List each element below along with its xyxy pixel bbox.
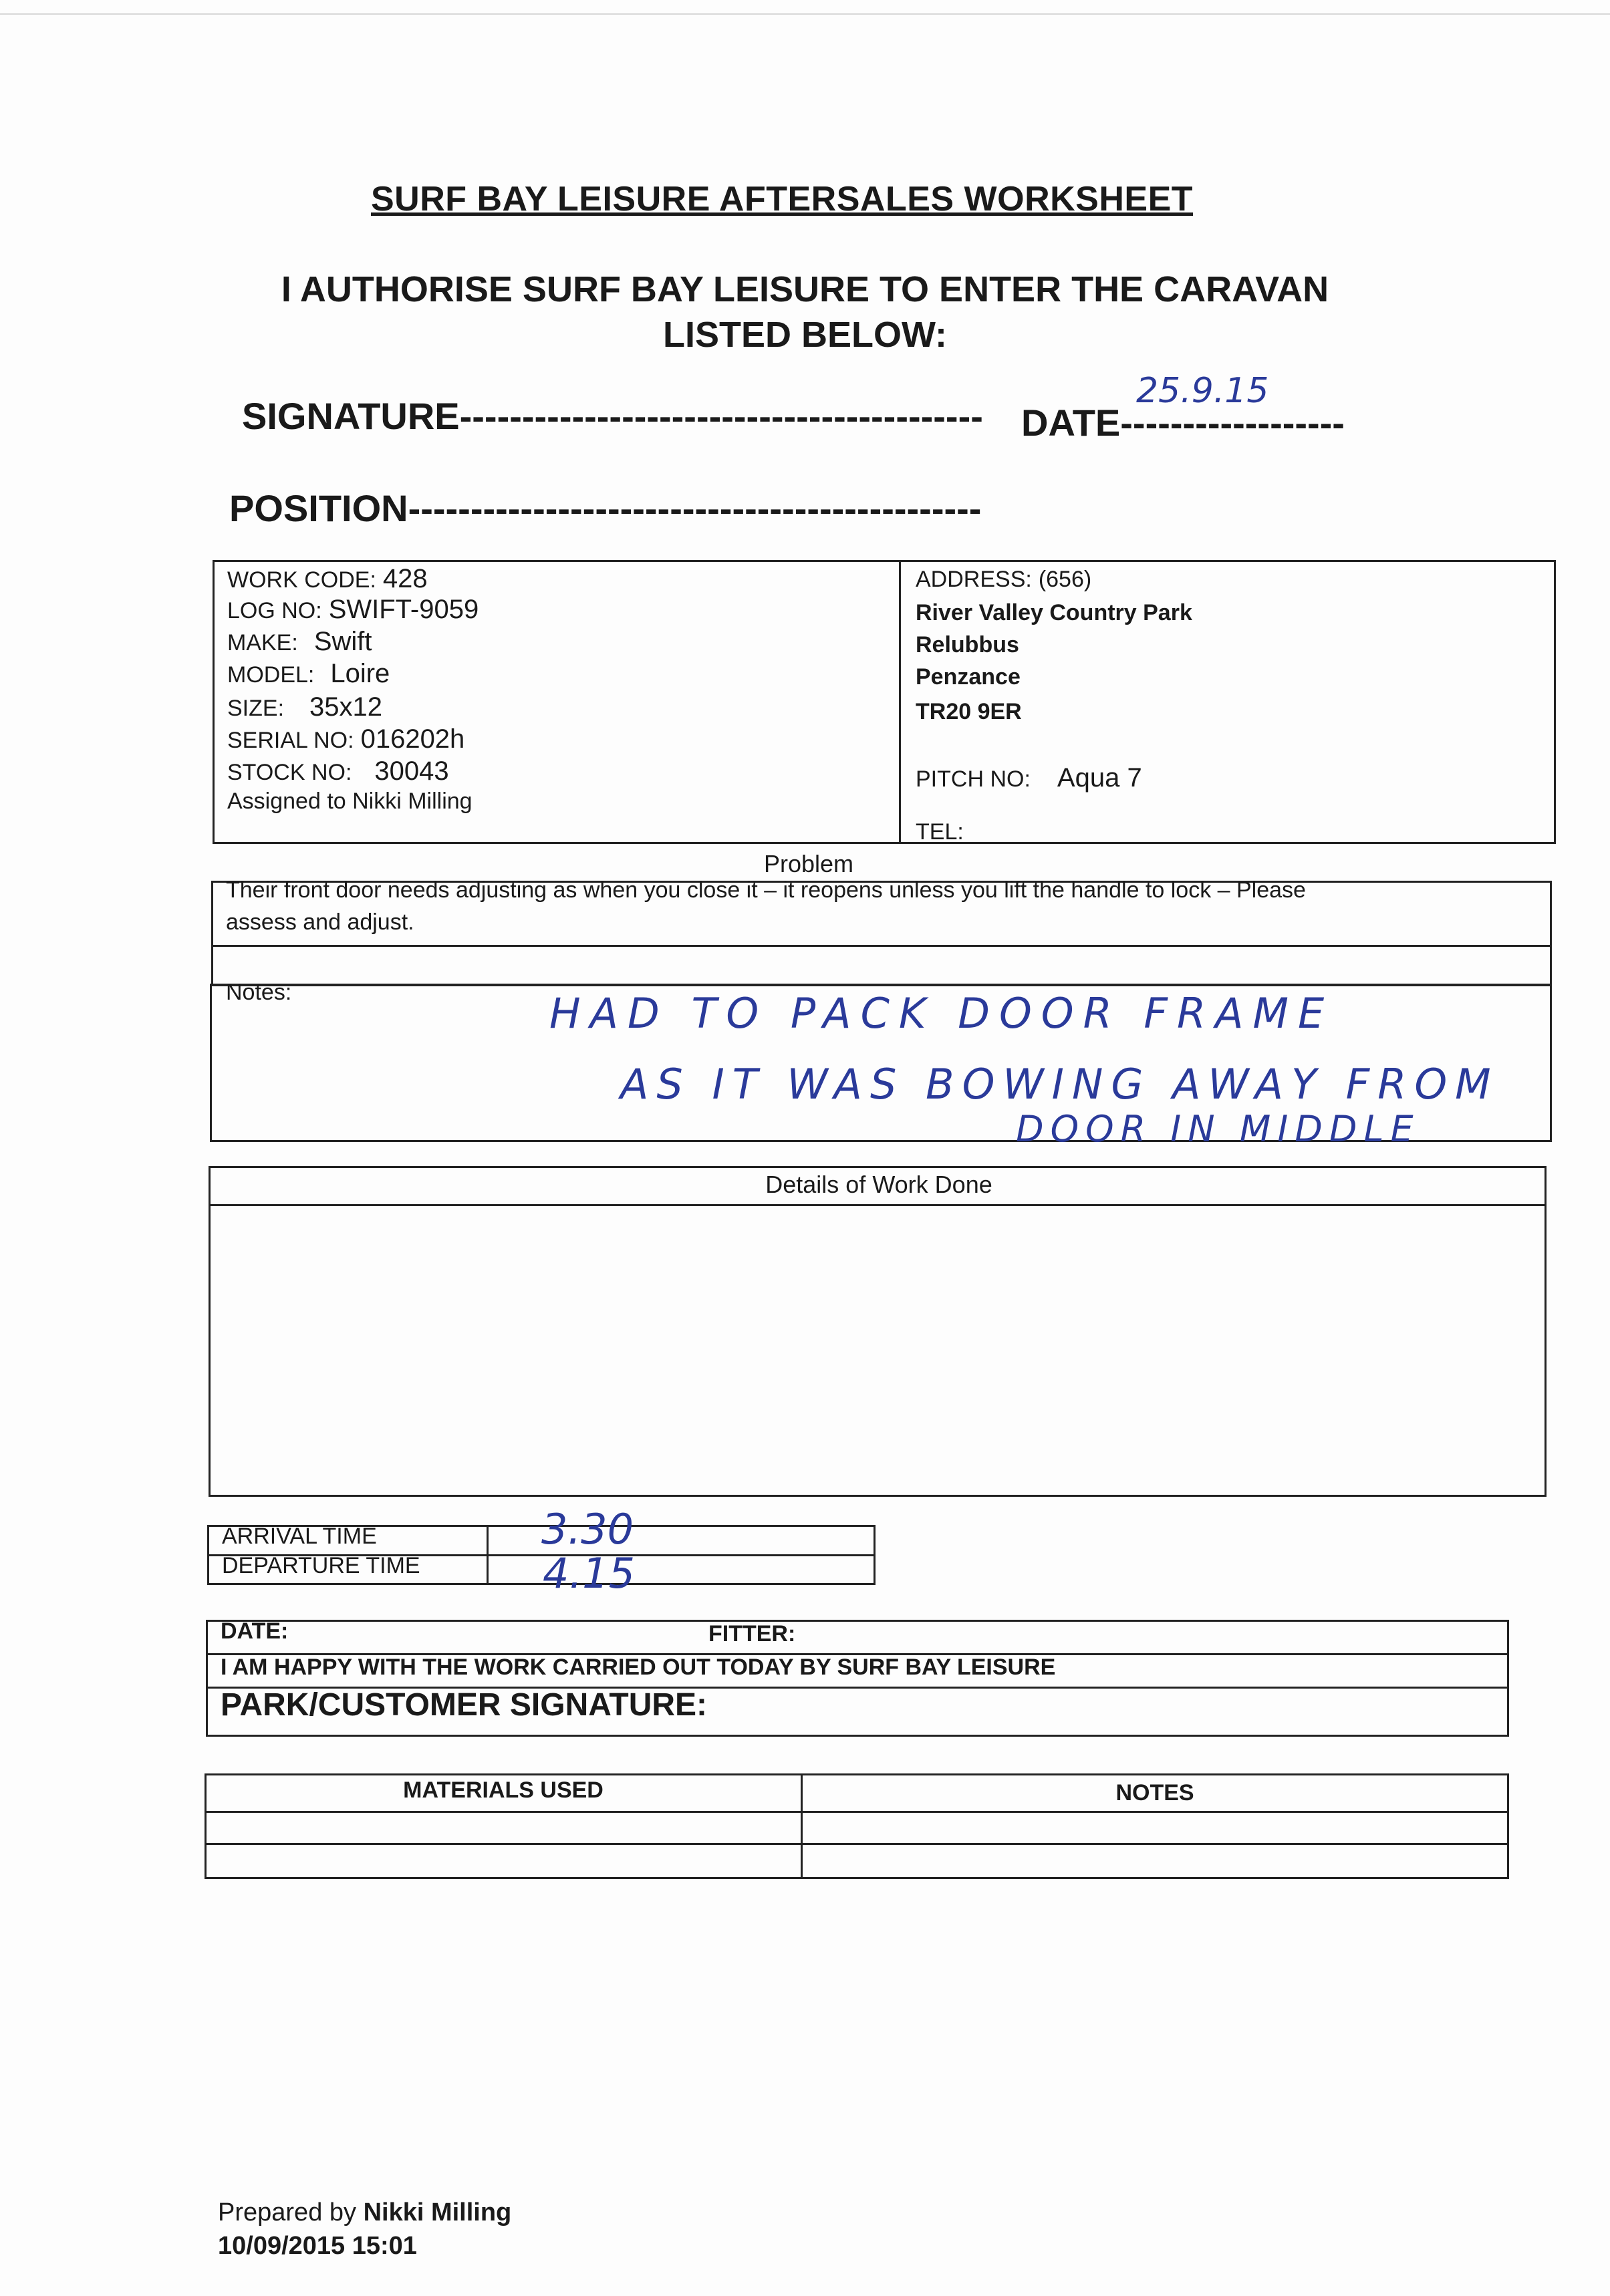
authorise-line-1: I AUTHORISE SURF BAY LEISURE TO ENTER THE CARAVAN (281, 269, 1329, 309)
prepared-by-label: Prepared by (218, 2198, 357, 2227)
serial-field (227, 724, 464, 754)
log-no-label: LOG NO: (227, 598, 322, 623)
departure-label: DEPARTURE TIME (222, 1553, 420, 1578)
stock-label: STOCK NO: (227, 760, 352, 785)
signoff-date-label: DATE: (221, 1618, 289, 1644)
log-no-value: SWIFT-9059 (328, 595, 479, 624)
model-value: Loire (330, 659, 390, 688)
address-label: ADDRESS: (916, 567, 1032, 592)
materials-used-header: MATERIALS USED (403, 1777, 603, 1803)
notes-handwritten-line-2: AS IT WAS BOWING AWAY FROM (620, 1060, 1499, 1109)
address-line-3: Penzance (916, 664, 1021, 690)
notes-column-header: NOTES (1115, 1780, 1194, 1806)
signature-line[interactable]: SIGNATURE------------------------------------------ (242, 395, 983, 437)
stock-value: 30043 (374, 756, 449, 786)
problem-header: Problem (763, 850, 854, 877)
address-field (916, 567, 1091, 593)
tel-label: TEL: (916, 819, 964, 845)
happy-statement: I AM HAPPY WITH THE WORK CARRIED OUT TODAY BY SURF BAY LEISURE (221, 1655, 1056, 1680)
top-edge-rule (0, 13, 1610, 15)
customer-signature-label[interactable]: PARK/CUSTOMER SIGNATURE: (221, 1687, 708, 1723)
work-code-label: WORK CODE: (227, 567, 376, 593)
serial-label: SERIAL NO: (227, 728, 354, 753)
address-line-4: TR20 9ER (916, 699, 1022, 724)
notes-handwritten-line-3: DOOR IN MIDDLE (1016, 1108, 1420, 1150)
work-done-header: Details of Work Done (765, 1171, 992, 1198)
fitter-label: FITTER: (708, 1621, 796, 1646)
serial-value: 016202h (360, 724, 465, 754)
pitch-field (916, 763, 1142, 793)
prepared-by (218, 2198, 511, 2227)
date-line[interactable]: DATE------------------ (1021, 402, 1345, 444)
size-label: SIZE: (227, 696, 285, 721)
arrival-time-value: 3.30 (541, 1505, 634, 1554)
departure-time-value: 4.15 (543, 1549, 636, 1598)
notes-label: Notes: (226, 980, 292, 1005)
problem-text-line-2: assess and adjust. (226, 909, 414, 935)
details-divider (899, 561, 901, 842)
pitch-value: Aqua 7 (1057, 763, 1142, 793)
page-title: SURF BAY LEISURE AFTERSALES WORKSHEET (371, 180, 1194, 219)
work-done-header-divider (210, 1204, 1545, 1206)
assigned-to: Assigned to Nikki Milling (227, 788, 473, 814)
handwritten-date: 25.9.15 (1136, 371, 1269, 411)
notes-handwritten-line-1: HAD TO PACK DOOR FRAME (549, 989, 1334, 1038)
log-no-field (227, 595, 479, 625)
authorise-line-2: LISTED BELOW: (663, 315, 947, 355)
make-label: MAKE: (227, 630, 298, 656)
work-code-value: 428 (382, 564, 428, 593)
work-done-box (209, 1166, 1547, 1497)
model-field (227, 659, 390, 689)
address-line-1: River Valley Country Park (916, 600, 1192, 625)
size-value: 35x12 (309, 692, 383, 722)
work-code-field (227, 564, 428, 594)
make-value: Swift (313, 627, 372, 656)
make-field (227, 627, 372, 657)
preparer-name: Nikki Milling (363, 2198, 512, 2227)
position-line[interactable]: POSITION---------------------------------------------- (229, 487, 982, 529)
materials-row-divider-2 (206, 1843, 1508, 1845)
prepared-timestamp: 10/09/2015 15:01 (218, 2232, 417, 2260)
arrival-label: ARRIVAL TIME (222, 1524, 377, 1549)
stock-field (227, 756, 449, 786)
problem-row-divider (213, 945, 1551, 947)
address-code: (656) (1038, 567, 1092, 592)
materials-row-divider-1 (206, 1811, 1508, 1813)
times-col-divider (487, 1526, 489, 1584)
problem-text-line-1: Their front door needs adjusting as when you close it – it reopens unless you lift the handle to lock – Please (226, 877, 1306, 903)
address-line-2: Relubbus (916, 632, 1019, 658)
size-field (227, 692, 382, 722)
pitch-label: PITCH NO: (916, 766, 1031, 792)
model-label: MODEL: (227, 662, 315, 688)
